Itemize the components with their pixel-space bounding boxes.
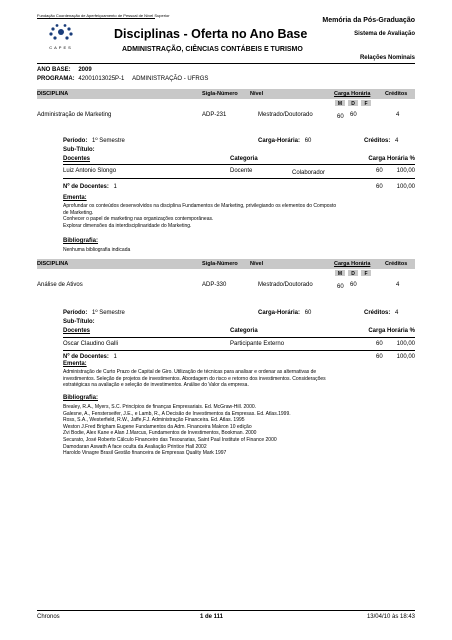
- ementa-line: estratégicas na avaliação e seleção de investimentos. Análise do Valor da empresa.: [63, 382, 249, 389]
- categoria-label: Categoria: [230, 328, 258, 334]
- col-f: F: [360, 99, 372, 107]
- programa-label: PROGRAMA:: [37, 76, 75, 82]
- programa-name: ADMINISTRAÇÃO - UFRGS: [132, 76, 209, 82]
- periodo-label: Período:: [63, 310, 88, 316]
- docente-row-divider: [63, 350, 415, 351]
- carga-row: [258, 310, 311, 316]
- sistema-label: Sistema de Avaliação: [354, 31, 415, 37]
- ementa-line: Aprofundar os conteúdos desenvolvidos na disciplina Fundamentos de Marketing, privilegiando os elementos do Composto: [63, 203, 337, 209]
- bibliografia-item: Weston J.Fred Brigham Eugene Fundamentos da Adm. Financeira Makron 10 edição: [63, 423, 252, 430]
- carga-value: 60: [304, 138, 312, 144]
- footer-page-number: 1 de 111: [200, 614, 224, 620]
- disciplina-m: 60: [337, 284, 344, 290]
- n-docentes-pct: 100,00: [396, 354, 415, 360]
- docente-carga: 60: [376, 168, 383, 174]
- programa-code: 42001013025P-1: [78, 76, 125, 82]
- n-docentes-row: [63, 354, 117, 360]
- ementa-label: Ementa:: [63, 195, 87, 201]
- ano-base-label: ANO BASE:: [37, 67, 71, 73]
- ano-base-value: 2009: [78, 67, 92, 73]
- disciplina-creditos: 4: [396, 112, 400, 118]
- page-title: Disciplinas - Oferta no Ano Base: [114, 27, 308, 41]
- bibliografia-label: Bibliografia:: [63, 238, 99, 244]
- col-m: M: [334, 269, 346, 277]
- col-sigla: Sigla-Número: [202, 261, 238, 267]
- col-disciplina: DISCIPLINA: [37, 91, 69, 97]
- docente-row-divider: [63, 178, 415, 179]
- relacoes-label: Relações Nominais: [359, 55, 415, 61]
- footer-divider: [37, 610, 415, 611]
- ementa-text: [63, 369, 415, 389]
- col-nivel: Nível: [250, 91, 264, 97]
- col-nivel: Nível: [250, 261, 264, 267]
- ano-base-row: [37, 67, 92, 73]
- subtitulo-label: Sub-Título:: [63, 319, 95, 325]
- foundation-name: Fundação Coordenação de Aperfeiçoamento de Pessoal de Nível Superior: [37, 13, 170, 18]
- disciplina-sigla: ADP-330: [202, 282, 227, 288]
- col-m: M: [334, 99, 346, 107]
- periodo-value: 1º Semestre: [92, 310, 125, 316]
- ementa-text: [63, 203, 415, 229]
- periodo-row: [63, 138, 125, 144]
- carga-label: Carga-Horária:: [258, 138, 301, 144]
- docentes-divider: [63, 164, 415, 165]
- docente-nome: Oscar Claudino Galli: [63, 341, 119, 347]
- n-docentes-pct: 100,00: [396, 184, 415, 190]
- creditos-value: 4: [395, 310, 399, 316]
- periodo-value: 1º Semestre: [92, 138, 125, 144]
- n-docentes-value: 1: [113, 354, 117, 360]
- col-creditos: Créditos: [385, 261, 408, 267]
- disciplina-sigla: ADP-231: [202, 112, 227, 118]
- bibliografia-label: Bibliografia:: [63, 395, 99, 401]
- ementa-line: Administração de Curto Prazo de Capital de Giro. Utilização de técnicas para analisar e ordenar as alternativas de: [63, 369, 317, 375]
- n-docentes-row: [63, 184, 117, 190]
- docente-carga: 60: [376, 341, 383, 347]
- bibliografia-item: Brealey, R.A., Myers, S.C. Princípios de finanças Empresariais. Ed. McGraw-Hill. 2000.: [63, 404, 257, 410]
- col-sigla: Sigla-Número: [202, 91, 238, 97]
- bibliografia-item: Damodaran Aswath A face oculta da Avaliação Printice Hall 2002: [63, 443, 207, 450]
- subtitulo-label: Sub-Título:: [63, 147, 95, 153]
- carga-value: 60: [304, 310, 312, 316]
- table-header-1: [37, 89, 415, 99]
- carga-pct-label: Carga Horária %: [368, 156, 415, 162]
- bibliografia-item: Ross, S.A., Westerfield, R.W., Jaffe,F.J. Administração Financeira. Ed. Atlas. 1995: [63, 417, 245, 424]
- categoria-label: Categoria: [230, 156, 258, 162]
- footer-timestamp: 13/04/10 às 18:43: [366, 614, 415, 620]
- col-creditos: Créditos: [385, 91, 408, 97]
- ementa-line: Conhecer o papel de marketing nas organizações contemporâneas.: [63, 216, 214, 223]
- bibliografia-item: Zvi Bodie, Alex Kane e Alan J.Marcus, Fundamentos de Investimentos, Bookman. 2000: [63, 430, 257, 437]
- col-d: D: [347, 269, 359, 277]
- bibliografia-item: Haroldo Vinagre Brasil Gestão financeira de Empresas Quality Mark 1997: [63, 450, 227, 457]
- ementa-line: investimentos. Seleção de projetos de investimentos. Abordagem do risco e retorno dos investimentos. Considerações: [63, 375, 326, 382]
- bibliografia-item: Securato, José Roberto Cálculo Financeiro das Tesourarias, Saint Paul Institute of Finance 2000: [63, 436, 277, 443]
- docente-categoria: Docente: [230, 168, 253, 174]
- foundation-underline: [37, 18, 155, 19]
- disciplina-d: 60: [350, 282, 357, 288]
- bibliografia-list: [63, 404, 415, 457]
- capes-logo-text: CAPES: [49, 45, 73, 50]
- docente-nome: Luiz Antonio Slongo: [63, 168, 117, 174]
- docente-pct: 100,00: [396, 168, 415, 174]
- ementa-line: Explorar dimensões da interdisciplinaridade do Marketing.: [63, 222, 192, 229]
- periodo-row: [63, 310, 125, 316]
- n-docentes-carga: 60: [376, 184, 383, 190]
- disciplina-nivel: Mestrado/Doutorado: [258, 282, 313, 288]
- disciplina-creditos: 4: [396, 282, 400, 288]
- periodo-label: Período:: [63, 138, 88, 144]
- ementa-label: Ementa:: [63, 361, 87, 367]
- header-divider: [37, 63, 415, 64]
- page-subtitle: ADMINISTRAÇÃO, CIÊNCIAS CONTÁBEIS E TURISMO: [122, 46, 303, 53]
- docente-categoria2: Colaborador: [292, 170, 326, 176]
- disciplina-d: 60: [350, 112, 357, 118]
- col-carga: Carga Horária: [334, 91, 371, 97]
- n-docentes-carga: 60: [376, 354, 383, 360]
- col-disciplina: DISCIPLINA: [37, 261, 69, 267]
- disciplina-nivel: Mestrado/Doutorado: [258, 112, 313, 118]
- carga-row: [258, 138, 311, 144]
- carga-label: Carga-Horária:: [258, 310, 301, 316]
- carga-pct-label: Carga Horária %: [368, 328, 415, 334]
- programa-row: [37, 76, 208, 82]
- creditos-row: [364, 138, 398, 144]
- creditos-label: Créditos:: [364, 138, 391, 144]
- ementa-line: de Marketing.: [63, 209, 94, 216]
- bibliografia-item: Galesne, A., Fensterseifer, J.E., e Lamb, R., A Decisão de Investimentos da Empresas. Ed. Atlas.1999.: [63, 410, 291, 417]
- creditos-value: 4: [395, 138, 399, 144]
- n-docentes-label: Nº de Docentes:: [63, 184, 109, 190]
- col-f: F: [360, 269, 372, 277]
- memoria-label: Memória da Pós-Graduação: [322, 17, 415, 24]
- bibliografia-item: Nenhuma bibliografia indicada: [63, 247, 131, 253]
- docentes-label: Docentes: [63, 156, 91, 162]
- docentes-divider: [63, 337, 415, 338]
- docente-categoria: Participante Externo: [230, 341, 285, 347]
- footer-left: Chronos: [37, 614, 60, 620]
- disciplina-m: 60: [337, 114, 344, 120]
- disciplina-nome: Análise de Ativos: [37, 282, 83, 288]
- col-d: D: [347, 99, 359, 107]
- col-carga: Carga Horária: [334, 261, 371, 267]
- n-docentes-label: Nº de Docentes:: [63, 354, 109, 360]
- n-docentes-value: 1: [113, 184, 117, 190]
- docentes-label: Docentes: [63, 328, 91, 334]
- table-header-2: [37, 259, 415, 269]
- creditos-label: Créditos:: [364, 310, 391, 316]
- disciplina-nome: Administração de Marketing: [37, 112, 112, 118]
- docente-pct: 100,00: [396, 341, 415, 347]
- creditos-row: [364, 310, 398, 316]
